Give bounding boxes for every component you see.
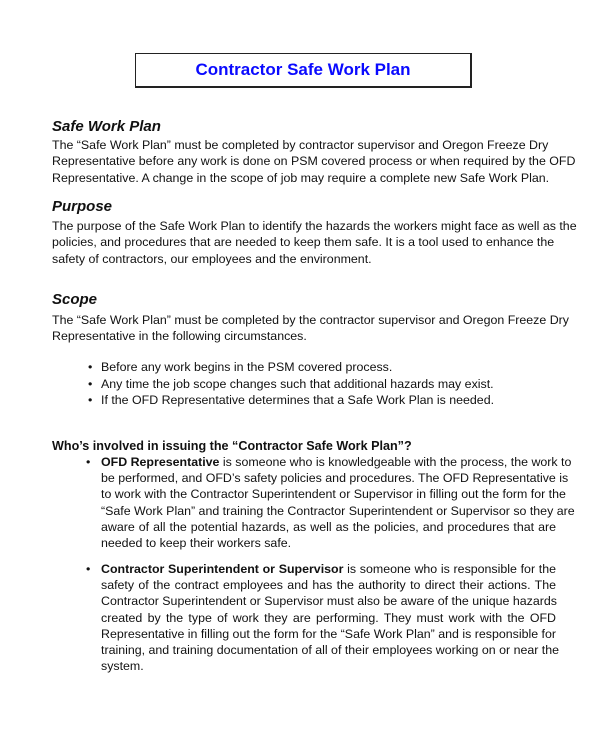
paragraph-purpose bbox=[52, 218, 577, 267]
text-line: Representative before any work is done on PSM covered process or when required by the OFD bbox=[52, 154, 576, 169]
bullet-icon: • bbox=[88, 360, 93, 374]
text-line: safety of contractors, our employees and the environment. bbox=[52, 251, 372, 266]
text-line: “Safe Work Plan” and training the Contractor Superintendent or Supervisor so they are bbox=[101, 503, 575, 518]
text-line: created by the type of work they are performing. They must work with the OFD bbox=[101, 610, 556, 625]
list-item-text: Any time the job scope changes such that additional hazards may exist. bbox=[101, 376, 494, 391]
text-line: system. bbox=[101, 659, 144, 674]
bullet-icon: • bbox=[88, 376, 93, 391]
text-line: Representative in filling out the form for the “Safe Work Plan” and is responsible for bbox=[101, 626, 557, 641]
document-title: Contractor Safe Work Plan bbox=[195, 60, 411, 79]
bullet-icon: • bbox=[86, 562, 91, 576]
heading-scope: Scope bbox=[52, 291, 98, 308]
title-box bbox=[135, 53, 472, 88]
text-line: is someone who is responsible for the bbox=[343, 562, 557, 576]
list-item-contractor-superintendent bbox=[86, 561, 560, 674]
text-line: Contractor Superintendent or Supervisor must also be aware of the unique hazards bbox=[101, 594, 557, 609]
text-line: be performed, and OFD’s safety policies and procedures. The OFD Representative is bbox=[101, 471, 569, 486]
heading-safe-work-plan: Safe Work Plan bbox=[52, 118, 161, 135]
list-item-ofd-representative bbox=[86, 454, 575, 551]
list-item-text: If the OFD Representative determines that a Safe Work Plan is needed. bbox=[101, 393, 495, 408]
item-lead: Contractor Superintendent or Supervisor bbox=[101, 562, 344, 576]
text-line: The “Safe Work Plan” must be completed by the contractor supervisor and Oregon Freeze Dry bbox=[52, 313, 569, 327]
list-item bbox=[88, 392, 494, 409]
text-line: aware of all the potential hazards, as well as the policies, and procedures that are bbox=[101, 519, 556, 534]
list-item bbox=[88, 359, 494, 376]
text-line: policies, and procedures that are needed to keep them safe. It is a tool used to enhance the bbox=[52, 235, 555, 250]
scope-bullet-list bbox=[88, 359, 494, 409]
bullet-icon: • bbox=[88, 393, 93, 408]
text-line: training, and training documentation of all of their employees working on or near the bbox=[101, 642, 560, 657]
text-line: to work with the Contractor Superintendent or Supervisor in filling out the form for the bbox=[101, 487, 566, 502]
paragraph-safe-work-plan bbox=[52, 137, 575, 186]
text-line: is someone who is knowledgeable with the process, the work to bbox=[219, 455, 572, 469]
text-line: The purpose of the Safe Work Plan to identify the hazards the workers might face as well as the bbox=[52, 219, 577, 233]
text-line: safety of the contract employees and has the authority to direct their actions. The bbox=[101, 578, 556, 593]
text-line: Representative. A change in the scope of job may require a complete new Safe Work Plan. bbox=[52, 170, 550, 185]
list-item-text: Before any work begins in the PSM covered process. bbox=[101, 360, 393, 374]
text-line: The “Safe Work Plan” must be completed by contractor supervisor and Oregon Freeze Dry bbox=[52, 138, 549, 152]
heading-purpose: Purpose bbox=[52, 198, 113, 215]
heading-whos-involved: Who’s involved in issuing the “Contractor Safe Work Plan”? bbox=[52, 439, 412, 453]
list-item bbox=[88, 376, 494, 393]
bullet-icon: • bbox=[86, 455, 91, 469]
item-lead: OFD Representative bbox=[101, 455, 220, 469]
text-line: needed to keep their workers safe. bbox=[101, 535, 292, 550]
text-line: Representative in the following circumstances. bbox=[52, 329, 307, 344]
paragraph-scope bbox=[52, 312, 569, 345]
